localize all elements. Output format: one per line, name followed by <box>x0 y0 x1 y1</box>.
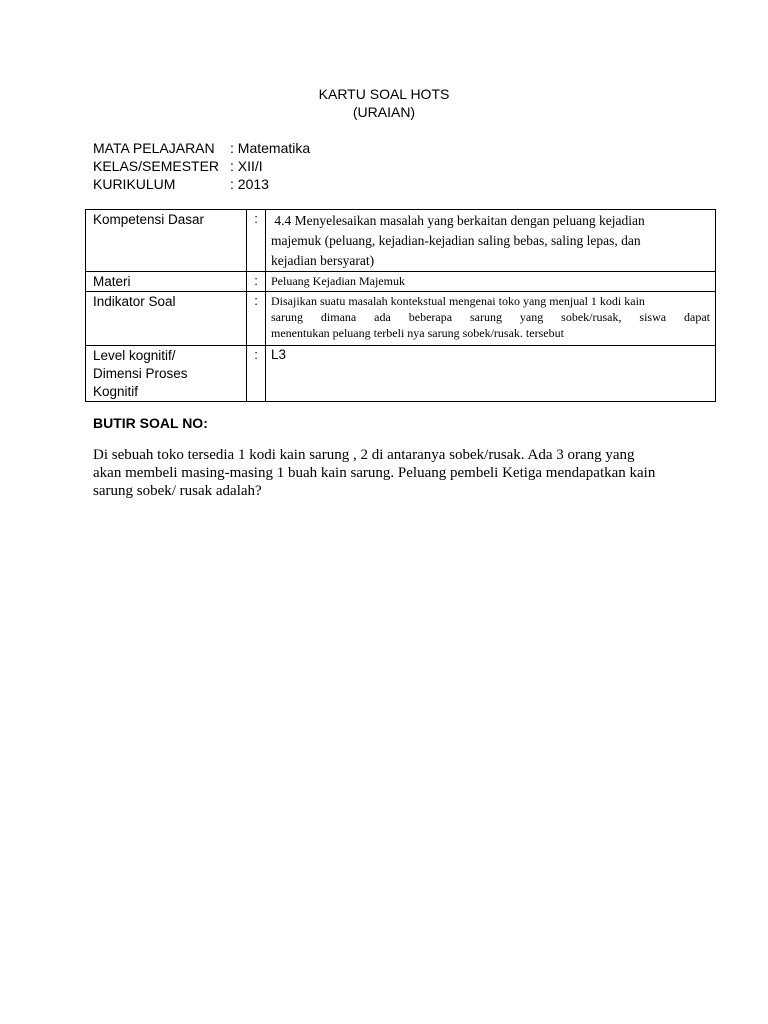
row-label-line: Kognitif <box>93 384 139 399</box>
competency-line: majemuk (peluang, kejadian-kejadian saling bebas, saling lepas, dan <box>271 233 641 248</box>
table-row <box>86 272 716 292</box>
meta-row-class <box>93 157 263 175</box>
document-subtitle: (URAIAN) <box>352 104 416 120</box>
competency-text <box>266 210 716 272</box>
meta-row-curriculum <box>93 175 269 193</box>
question-heading: BUTIR SOAL NO: <box>93 415 208 431</box>
indicator-line: sarung dimana ada beberapa sarung yang sobek/rusak, siswa dapat <box>271 310 710 324</box>
indicator-text <box>266 292 716 346</box>
meta-row-subject <box>93 139 310 157</box>
meta-value: : XII/I <box>230 158 263 174</box>
level-text <box>266 346 716 402</box>
meta-value: : 2013 <box>230 176 269 192</box>
row-label-line: Dimensi Proses <box>93 366 188 381</box>
meta-value: : Matematika <box>230 140 311 156</box>
row-separator: : <box>247 272 266 292</box>
question-line: Di sebuah toko tersedia 1 kodi kain sarung , 2 di antaranya sobek/rusak. Ada 3 orang yang <box>93 447 635 463</box>
row-separator: : <box>247 346 266 402</box>
document-title: KARTU SOAL HOTS <box>318 86 450 102</box>
table-row <box>86 210 716 272</box>
meta-label: KURIKULUM <box>93 176 176 192</box>
question-line: sarung sobek/ rusak adalah? <box>93 483 262 499</box>
material-text <box>266 272 716 292</box>
competency-line: 4.4 Menyelesaikan masalah yang berkaitan dengan peluang kejadian <box>271 213 645 228</box>
question-line: akan membeli masing-masing 1 buah kain sarung. Peluang pembeli Ketiga mendapatkan kain <box>93 465 656 481</box>
question-body <box>93 446 693 500</box>
row-label <box>86 346 247 402</box>
question-info-table <box>85 209 716 402</box>
indicator-line: menentukan peluang terbeli nya sarung sobek/rusak. tersebut <box>271 326 564 340</box>
meta-label: MATA PELAJARAN <box>93 140 215 156</box>
competency-line: kejadian bersyarat) <box>271 253 375 268</box>
table-row <box>86 346 716 402</box>
row-label: Materi <box>86 272 247 292</box>
meta-label: KELAS/SEMESTER <box>93 158 220 174</box>
row-separator: : <box>247 210 266 272</box>
row-separator: : <box>247 292 266 346</box>
level-value: L3 <box>271 347 287 362</box>
material-line: Peluang Kejadian Majemuk <box>271 274 405 288</box>
table-row <box>86 292 716 346</box>
row-label: Kompetensi Dasar <box>86 210 247 272</box>
row-label: Indikator Soal <box>86 292 247 346</box>
indicator-line: Disajikan suatu masalah kontekstual mengenai toko yang menjual 1 kodi kain <box>271 294 645 308</box>
row-label-line: Level kognitif/ <box>93 348 176 363</box>
